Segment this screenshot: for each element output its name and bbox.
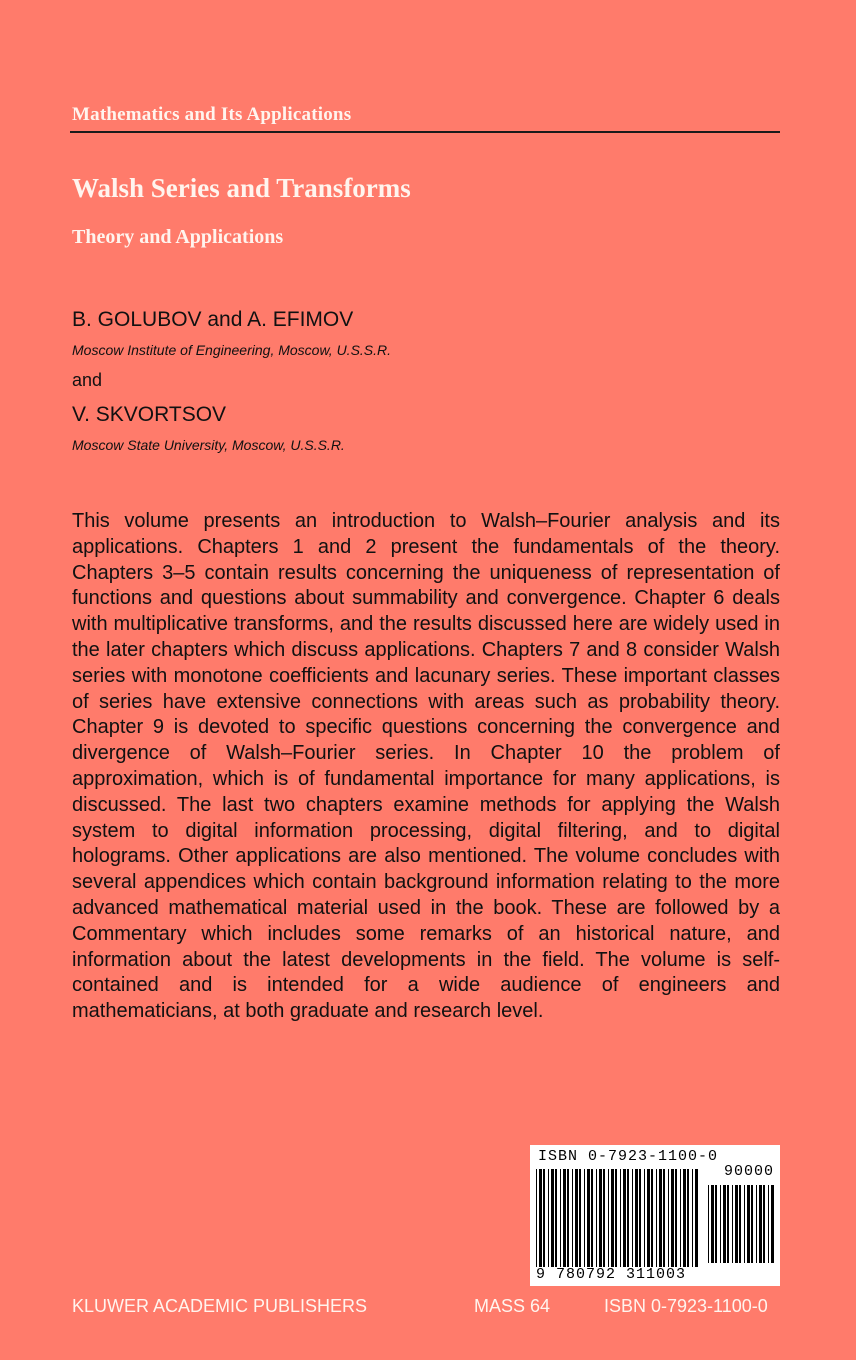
barcode-isbn-label: ISBN 0-7923-1100-0 xyxy=(538,1148,719,1165)
barcode-digits: 9 780792 311003 xyxy=(536,1266,687,1283)
barcode-stripe xyxy=(551,1169,554,1267)
barcode-stripe xyxy=(751,1185,753,1263)
barcode-stripe xyxy=(563,1169,566,1267)
barcode-stripe xyxy=(663,1169,665,1267)
barcode-stripe xyxy=(732,1185,733,1263)
barcode-stripe xyxy=(747,1185,750,1263)
barcode-stripe xyxy=(560,1169,561,1267)
footer-isbn: ISBN 0-7923-1100-0 xyxy=(604,1296,768,1316)
book-title: Walsh Series and Transforms xyxy=(72,173,411,203)
barcode-stripe xyxy=(587,1169,590,1267)
barcode-stripe xyxy=(683,1169,686,1267)
barcode-stripe xyxy=(711,1185,714,1263)
barcode-stripe xyxy=(620,1169,621,1267)
barcode-stripe xyxy=(692,1169,693,1267)
barcode-stripe xyxy=(555,1169,557,1267)
author-conjunction: and xyxy=(72,370,103,390)
barcode-stripe xyxy=(687,1169,689,1267)
series-number: MASS 64 xyxy=(474,1296,551,1316)
barcode-stripe xyxy=(671,1169,674,1267)
barcode-stripe xyxy=(639,1169,641,1267)
publisher-name: KLUWER ACADEMIC PUBLISHERS xyxy=(72,1296,368,1316)
barcode-stripe xyxy=(644,1169,645,1267)
barcode-stripe xyxy=(756,1185,757,1263)
barcode-stripe xyxy=(567,1169,569,1267)
barcode-stripe xyxy=(591,1169,593,1267)
barcode-stripe xyxy=(632,1169,633,1267)
author-affiliation-2: Moscow State University, Moscow, U.S.S.R. xyxy=(72,437,345,453)
barcode-stripe xyxy=(759,1185,762,1263)
barcode-stripe xyxy=(675,1169,677,1267)
isbn-barcode xyxy=(530,1145,780,1286)
barcode-stripe xyxy=(611,1169,614,1267)
barcode-stripe xyxy=(739,1185,741,1263)
barcode-stripe xyxy=(768,1185,769,1263)
barcode-stripe xyxy=(771,1185,774,1263)
barcode-stripe xyxy=(599,1169,602,1267)
barcode-stripe xyxy=(715,1185,717,1263)
barcode-stripe xyxy=(720,1185,721,1263)
header-rule xyxy=(70,131,780,133)
barcode-stripe xyxy=(584,1169,585,1267)
barcode-stripe xyxy=(596,1169,597,1267)
barcode-stripe xyxy=(763,1185,765,1263)
barcode-stripe xyxy=(723,1185,726,1263)
barcode-stripe xyxy=(572,1169,573,1267)
book-subtitle: Theory and Applications xyxy=(72,226,284,248)
barcode-stripe xyxy=(543,1169,545,1267)
barcode-stripe xyxy=(627,1169,629,1267)
barcode-stripe xyxy=(651,1169,653,1267)
barcode-stripe xyxy=(536,1169,537,1267)
barcode-stripe xyxy=(608,1169,609,1267)
barcode-stripe xyxy=(603,1169,605,1267)
barcode-stripe xyxy=(623,1169,626,1267)
author-names-1: B. GOLUBOV and A. EFIMOV xyxy=(72,308,354,331)
barcode-stripe xyxy=(579,1169,581,1267)
barcode-price-code: 90000 xyxy=(723,1163,774,1180)
barcode-stripe xyxy=(575,1169,578,1267)
barcode-stripe xyxy=(744,1185,745,1263)
book-description: This volume presents an introduction to Walsh–Fourier analysis and its applications. Chapters 1 and 2 present the fundamentals of the theory. Chapters 3–5 contain results concerning the uniqueness of representation of functions and questions about summability and convergence. Chapter 6 deals with multiplicative transforms, and the results discussed here are widely used in the later chapters which discuss applications. Chapters 7 and 8 consider Walsh series with monotone coefficients and lacunary series. These important classes of series have extensive connections with areas such as probability theory. Chapter 9 is devoted to specific questions concerning the convergence and divergence of Walsh–Fourier series. In Chapter 10 the problem of approximation, which is of fundamental importance for many applications, is discussed. The last two chapters examine methods for applying the Walsh system to digital information processing, digital filtering, and to digital holograms. Other applications are also mentioned. The volume concludes with several appendices which contain background information relating to the more advanced mathematical material used in the book. These are followed by a Commentary which includes some remarks of an historical nature, and information about the latest developments in the field. The volume is self-contained and is intended for a wide audience of engineers and mathematicians, at both graduate and research level. xyxy=(72,510,780,1023)
barcode-stripe xyxy=(615,1169,617,1267)
barcode-stripe xyxy=(668,1169,669,1267)
barcode-stripe xyxy=(548,1169,549,1267)
author-names-2: V. SKVORTSOV xyxy=(72,403,227,426)
barcode-stripe xyxy=(659,1169,662,1267)
barcode-stripe xyxy=(680,1169,681,1267)
series-title: Mathematics and Its Applications xyxy=(72,104,352,125)
barcode-stripe xyxy=(727,1185,729,1263)
barcode-stripe xyxy=(708,1185,709,1263)
barcode-stripe xyxy=(695,1169,698,1267)
barcode-stripe xyxy=(656,1169,657,1267)
barcode-stripe xyxy=(647,1169,650,1267)
author-affiliation-1: Moscow Institute of Engineering, Moscow, U.S.S.R. xyxy=(72,342,392,358)
barcode-stripe xyxy=(735,1185,738,1263)
barcode-stripe xyxy=(539,1169,542,1267)
barcode-stripe xyxy=(635,1169,638,1267)
